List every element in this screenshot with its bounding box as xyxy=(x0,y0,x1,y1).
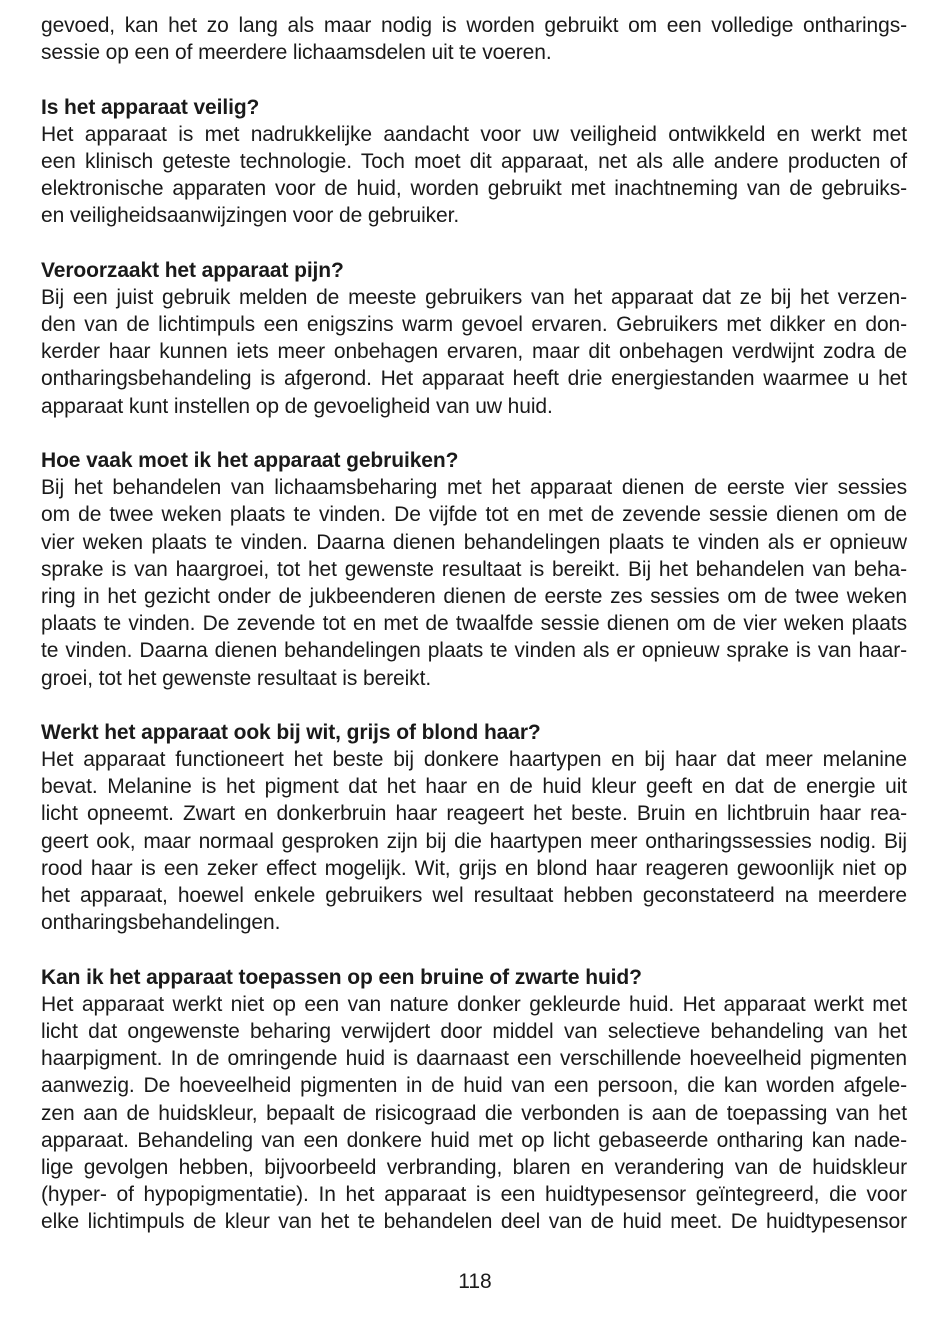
text-line: Het apparaat functioneert het beste bij donkere haartypen en bij haar dat meer melanine xyxy=(41,748,907,772)
text-line: Het apparaat is met nadrukkelijke aandacht voor uw veiligheid ontwikkeld en werkt met xyxy=(41,122,907,146)
section-hair-color xyxy=(41,719,907,937)
text-line: ontharingsbehandelingen. xyxy=(41,911,281,935)
text-line: den van de lichtimpuls een enigszins warm gevoel ervaren. Gebruikers met dikker en don- xyxy=(41,313,907,337)
text-line: ring in het gezicht onder de jukbeenderen dienen de eerste zes sessies om de twee weken xyxy=(41,584,907,608)
text-line: gevoed, kan het zo lang als maar nodig is worden gebruikt om een volledige ontharings- xyxy=(41,14,907,37)
text-line: groei, tot het gewenste resultaat is bereikt. xyxy=(41,666,432,690)
section-heading: Is het apparaat veilig? xyxy=(41,95,260,119)
text-line: zen aan de huidskleur, bepaalt de risicograad die verbonden is aan de toepassing van het xyxy=(41,1101,907,1125)
page-number: 118 xyxy=(458,1270,492,1293)
text-line: lige gevolgen hebben, bijvoorbeeld verbranding, blaren en verandering van de huidskleur xyxy=(41,1155,907,1179)
text-line: geert ook, maar normaal gesproken zijn bij die haartypen meer ontharingssessies nodig. Bij xyxy=(41,829,907,853)
text-line: haarpigment. In de omringende huid is daarnaast een verschillende hoeveelheid pigmenten xyxy=(41,1047,907,1071)
document-body xyxy=(41,12,907,1235)
text-line: en veiligheidsaanwijzingen voor de gebruiker. xyxy=(41,204,460,228)
text-line: sessie op een of meerdere lichaamsdelen uit te voeren. xyxy=(41,41,552,65)
text-line: plaats te vinden. De zevende tot en met de twaalfde sessie dienen om de vier weken plaats xyxy=(41,612,907,636)
text-line: licht dat ongewenste beharing verwijdert door middel van selectieve behandeling van het xyxy=(41,1019,907,1043)
section-skin-tone xyxy=(41,964,907,1236)
text-line: aanwezig. De hoeveelheid pigmenten in de huid van een persoon, die kan worden afgele- xyxy=(41,1074,907,1098)
text-line: vier weken plaats te vinden. Daarna dienen behandelingen plaats te vinden als er opnieuw xyxy=(41,530,907,554)
text-line: Bij het behandelen van lichaamsbeharing met het apparaat dienen de eerste vier sessies xyxy=(41,476,907,500)
text-line: licht opneemt. Zwart en donkerbruin haar reageert het beste. Bruin en lichtbruin haar rea- xyxy=(41,802,907,826)
section-frequency xyxy=(41,447,907,692)
text-line: het apparaat, hoewel enkele gebruikers wel resultaat hebben geconstateerd na meerdere xyxy=(41,884,907,907)
text-line: elke lichtimpuls de kleur van het te behandelen deel van de huid meet. De huidtypesensor xyxy=(41,1210,907,1234)
text-line: Bij een juist gebruik melden de meeste gebruikers van het apparaat dat ze bij het verzen- xyxy=(41,285,907,309)
section-heading: Hoe vaak moet ik het apparaat gebruiken? xyxy=(41,449,459,472)
text-line: ontharingsbehandeling is afgerond. Het apparaat heeft drie energiestanden waarmee u het xyxy=(41,367,907,391)
section-safety xyxy=(41,94,907,230)
section-heading: Werkt het apparaat ook bij wit, grijs of blond haar? xyxy=(41,720,541,744)
section-heading: Kan ik het apparaat toepassen op een bruine of zwarte huid? xyxy=(41,965,642,989)
text-line: sprake is van haargroei, tot het gewenste resultaat is bereikt. Bij het behandelen van beha- xyxy=(41,557,907,581)
text-line: om de twee weken plaats te vinden. De vijfde tot en met de zevende sessie dienen om de xyxy=(41,503,907,527)
text-line: een klinisch geteste technologie. Toch moet dit apparaat, net als alle andere producten of xyxy=(41,149,907,173)
text-line: (hyper- of hypopigmentatie). In het apparaat is een huidtypesensor geïntegreerd, die voor xyxy=(41,1183,907,1207)
text-line: te vinden. Daarna dienen behandelingen plaats te vinden als er opnieuw sprake is van haar- xyxy=(41,639,907,663)
text-line: elektronische apparaten voor de huid, worden gebruikt met inachtneming van de gebruiks- xyxy=(41,177,907,201)
text-line: rood haar is een zeker effect mogelijk. Wit, grijs en blond haar reageren gewoonlijk niet op xyxy=(41,856,907,880)
text-line: kerder haar kunnen iets meer onbehagen ervaren, maar dit onbehagen verdwijnt zodra de xyxy=(41,340,907,364)
text-line: apparaat kunt instellen op de gevoeligheid van uw huid. xyxy=(41,394,553,418)
section-heading: Veroorzaakt het apparaat pijn? xyxy=(41,258,344,282)
text-line: apparaat. Behandeling van een donkere huid met op licht gebaseerde ontharing kan nade- xyxy=(41,1128,907,1152)
text-line: bevat. Melanine is het pigment dat het haar en de huid kleur geeft en dat de energie uit xyxy=(41,775,907,799)
section-pain xyxy=(41,257,907,420)
intro-paragraph xyxy=(41,12,907,66)
text-line: Het apparaat werkt niet op een van nature donker gekleurde huid. Het apparaat werkt met xyxy=(41,992,907,1016)
